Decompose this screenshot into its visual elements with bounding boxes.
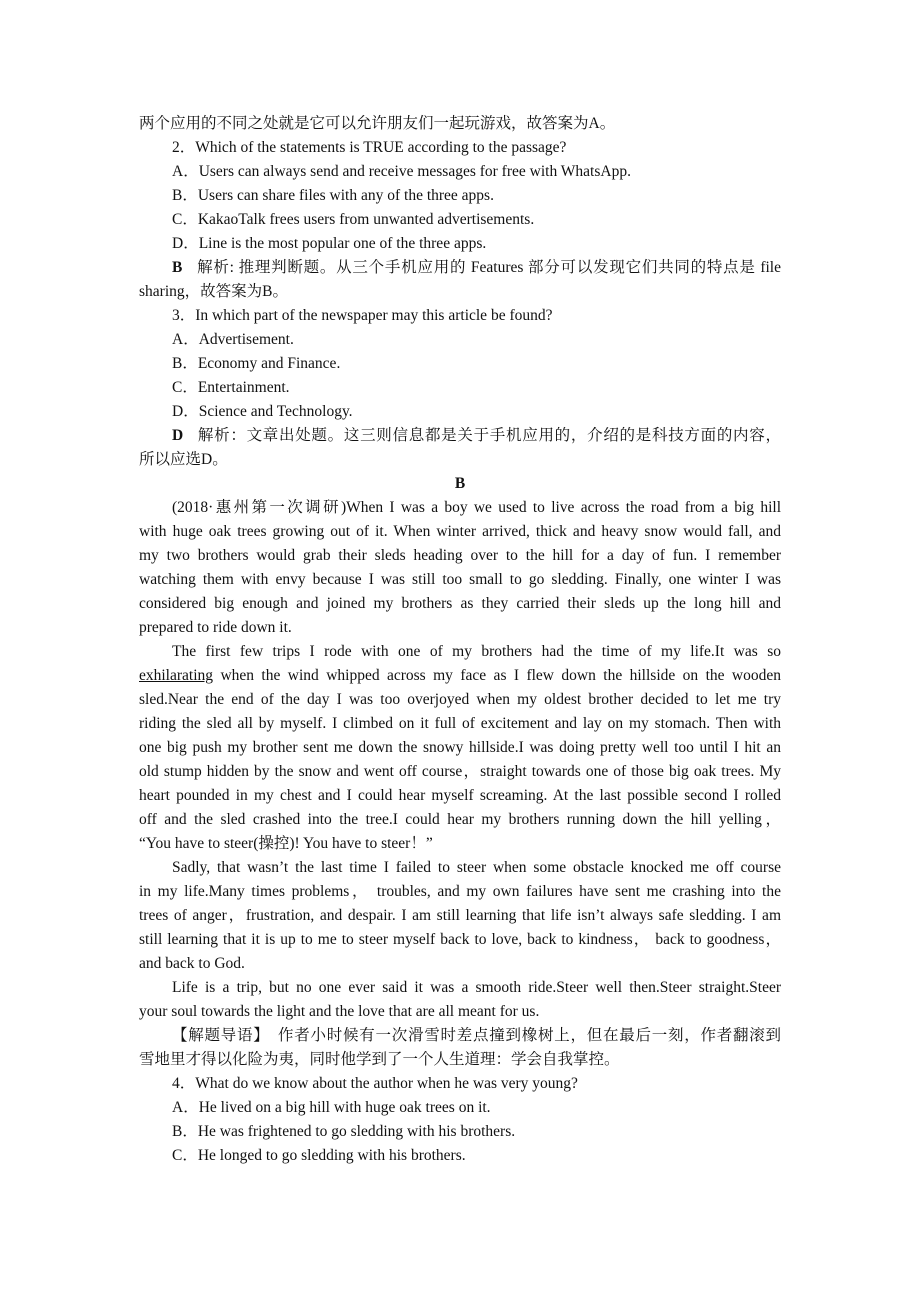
line-text: watching them with envy because I was still too small to go sledding. Finally, one winter I was (139, 571, 781, 588)
text-line (139, 232, 781, 256)
text-line (139, 1024, 781, 1048)
line-text: D．Science and Technology. (172, 403, 353, 420)
text-line (139, 808, 781, 832)
text-line (139, 328, 781, 352)
text-line (139, 208, 781, 232)
text-line (139, 1144, 781, 1168)
line-text: C．He longed to go sledding with his brothers. (172, 1147, 466, 1164)
text-line (139, 640, 781, 664)
text-line (139, 736, 781, 760)
line-text: old stump hidden by the snow and went off course，straight towards one of those big oak trees. My (139, 763, 781, 780)
underlined-word: exhilarating (139, 667, 214, 684)
line-text: one big push my brother sent me down the snowy hillside.I was doing pretty well too until I hit an (139, 739, 781, 756)
line-text: 所以应选D。 (139, 451, 228, 468)
text-line (139, 496, 781, 520)
line-text: my two brothers would grab their sleds heading over to the hill for a day of fun. I remember (139, 547, 781, 564)
text-line (139, 160, 781, 184)
line-text: and back to God. (139, 955, 245, 972)
text-line (139, 400, 781, 424)
line-text: The first few trips I rode with one of my brothers had the time of my life.It was so (172, 643, 781, 660)
line-text: riding the sled all by myself. I climbed on it full of excitement and lay on my stomach. Then with (139, 715, 781, 732)
text-line (139, 520, 781, 544)
line-text: your soul towards the light and the love that are all meant for us. (139, 1003, 540, 1020)
line-text: 4．What do we know about the author when he was very young? (172, 1075, 578, 1092)
line-text: sharing，故答案为B。 (139, 283, 288, 300)
line-text: trees of anger，frustration, and despair. I am still learning that life isn’t always safe sledding. I am (139, 907, 781, 924)
line-text: 两个应用的不同之处就是它可以允许朋友们一起玩游戏，故答案为A。 (139, 115, 616, 132)
line-text: still learning that it is up to me to steer myself back to love, back to kindness， back to goodness， (139, 931, 781, 948)
text-line (139, 760, 781, 784)
line-text: with huge oak trees growing out of it. When winter arrived, thick and heavy snow would fall, and (139, 523, 781, 540)
line-text: B．Economy and Finance. (172, 355, 341, 372)
line-text: 解析：文章出处题。这三则信息都是关于手机应用的，介绍的是科技方面的内容， (197, 427, 781, 444)
line-text: 【解题导语】 作者小时候有一次滑雪时差点撞到橡树上，但在最后一刻，作者翻滚到 (172, 1027, 781, 1044)
line-text: when the wind whipped across my face as I flew down the hillside on the wooden (213, 667, 781, 684)
line-text: heart pounded in my chest and I could hear myself screaming. At the last possible second I rolled (139, 787, 781, 804)
text-line (139, 928, 781, 952)
line-text: B．Users can share files with any of the three apps. (172, 187, 494, 204)
text-line (139, 352, 781, 376)
text-line (139, 424, 781, 448)
line-text: in my life.Many times problems， troubles, and my own failures have sent me crashing into the (139, 883, 781, 900)
text-line (139, 976, 781, 1000)
text-line (139, 136, 781, 160)
line-text: C．Entertainment. (172, 379, 290, 396)
text-line (139, 832, 781, 856)
document-page (139, 112, 781, 1168)
line-text: prepared to ride down it. (139, 619, 292, 636)
text-line (139, 448, 781, 472)
line-text: Sadly, that wasn’t the last time I failed to steer when some obstacle knocked me off course (172, 859, 781, 876)
text-line (139, 544, 781, 568)
line-text: Life is a trip, but no one ever said it was a smooth ride.Steer well then.Steer straight.Steer (172, 979, 781, 996)
text-line (139, 664, 781, 688)
text-line (139, 304, 781, 328)
text-line (139, 712, 781, 736)
text-line (139, 1000, 781, 1024)
line-text: sled.Near the end of the day I was too overjoyed when my oldest brother decided to let me try (139, 691, 781, 708)
line-text: A．He lived on a big hill with huge oak trees on it. (172, 1099, 491, 1116)
text-line (139, 376, 781, 400)
line-text: D．Line is the most popular one of the three apps. (172, 235, 487, 252)
text-line (139, 1096, 781, 1120)
line-text: 解析: 推理判断题。从三个手机应用的 Features 部分可以发现它们共同的特点是 file (196, 259, 781, 276)
text-line (139, 568, 781, 592)
line-text: 3．In which part of the newspaper may this article be found? (172, 307, 553, 324)
answer-letter: B (172, 259, 183, 276)
text-line (139, 904, 781, 928)
text-line (139, 112, 781, 136)
text-line (139, 880, 781, 904)
line-text: “You have to steer(操控)! You have to steer！” (139, 835, 433, 852)
text-line (139, 784, 781, 808)
text-line (139, 952, 781, 976)
line-text: (2018·惠州第一次调研)When I was a boy we used to live across the road from a big hill (172, 499, 781, 516)
line-text: 2．Which of the statements is TRUE according to the passage? (172, 139, 567, 156)
section-heading (139, 472, 781, 496)
text-line (139, 1120, 781, 1144)
answer-letter: D (172, 427, 184, 444)
text-line (139, 688, 781, 712)
line-text: considered big enough and joined my brothers as they carried their sleds up the long hill and (139, 595, 781, 612)
line-text: off and the sled crashed into the tree.I could hear my brothers running down the hill yelling， (139, 811, 781, 828)
text-line (139, 856, 781, 880)
text-line (139, 1048, 781, 1072)
text-line (139, 616, 781, 640)
text-line (139, 1072, 781, 1096)
line-text: B (454, 475, 466, 492)
line-text: B．He was frightened to go sledding with his brothers. (172, 1123, 516, 1140)
text-line (139, 280, 781, 304)
line-text: A．Users can always send and receive messages for free with WhatsApp. (172, 163, 631, 180)
text-line (139, 592, 781, 616)
line-text: 雪地里才得以化险为夷，同时他学到了一个人生道理：学会自我掌控。 (139, 1051, 620, 1068)
text-line (139, 256, 781, 280)
line-text: C．KakaoTalk frees users from unwanted advertisements. (172, 211, 535, 228)
text-line (139, 184, 781, 208)
line-text: A．Advertisement. (172, 331, 294, 348)
